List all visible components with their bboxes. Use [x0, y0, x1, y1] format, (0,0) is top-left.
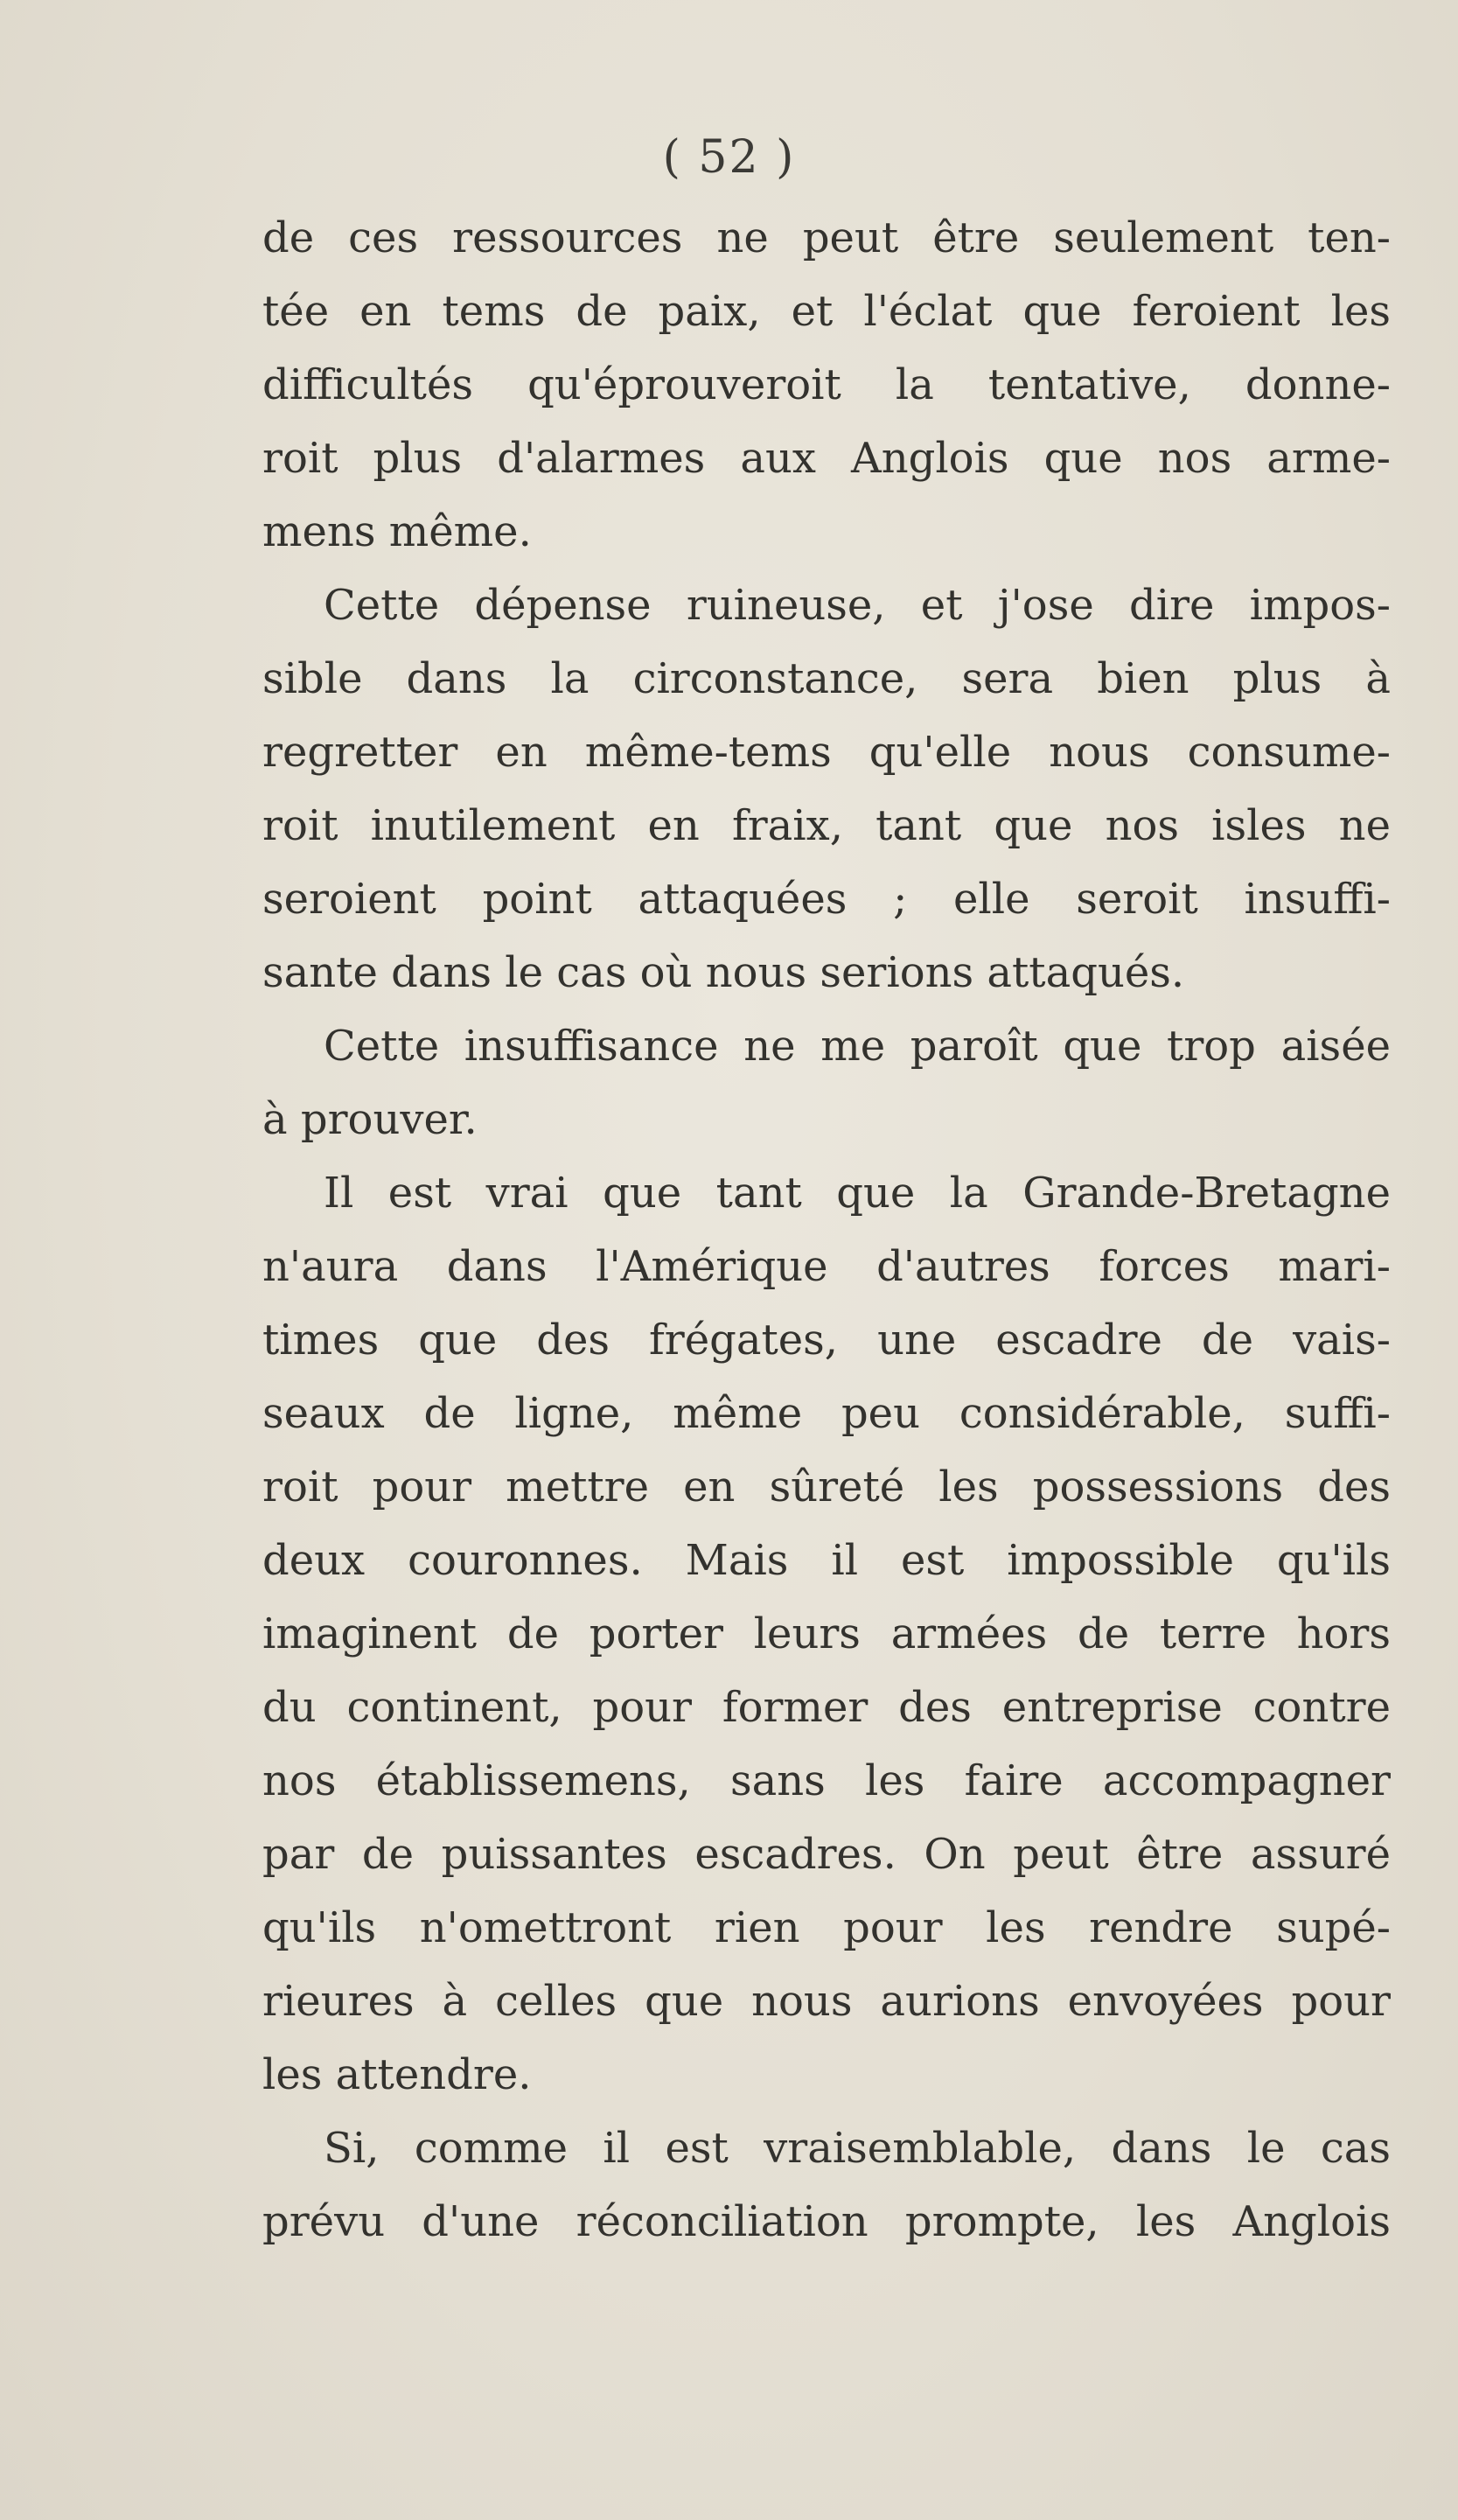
text-line: mens même.: [262, 507, 532, 556]
text-line: times que des frégates, une escadre de vais-: [262, 1316, 1391, 1365]
text-line: sible dans la circonstance, sera bien plus à: [262, 654, 1391, 703]
text-line: roit plus d'alarmes aux Anglois que nos arme-: [262, 434, 1391, 483]
text-line: seroient point attaquées ; elle seroit insuffi-: [262, 875, 1391, 924]
text-line: tée en tems de paix, et l'éclat que feroient les: [262, 287, 1391, 336]
text-line: n'aura dans l'Amérique d'autres forces mari-: [262, 1242, 1391, 1291]
text-line: imaginent de porter leurs armées de terre hors: [262, 1609, 1391, 1658]
text-line: les attendre.: [262, 2050, 532, 2099]
text-line: Il est vrai que tant que la Grande-Bretagne: [324, 1169, 1391, 1218]
text-line: Cette insuffisance ne me paroît que trop aisée: [324, 1022, 1391, 1071]
text-line: nos établissemens, sans les faire accompagner: [262, 1756, 1391, 1805]
text-line: seaux de ligne, même peu considérable, suffi-: [262, 1389, 1391, 1438]
body-text: [262, 201, 1391, 2258]
text-line: roit inutilement en fraix, tant que nos isles ne: [262, 801, 1391, 850]
text-line: Si, comme il est vraisemblable, dans le cas: [324, 2124, 1391, 2173]
text-line: Cette dépense ruineuse, et j'ose dire impos-: [324, 581, 1391, 630]
text-line: à prouver.: [262, 1095, 478, 1144]
text-line: regretter en même-tems qu'elle nous consume-: [262, 728, 1391, 777]
text-line: deux couronnes. Mais il est impossible qu'ils: [262, 1536, 1391, 1585]
text-line: qu'ils n'omettront rien pour les rendre supé-: [262, 1903, 1391, 1952]
text-line: par de puissantes escadres. On peut être assuré: [262, 1830, 1391, 1879]
text-line: de ces ressources ne peut être seulement ten-: [262, 213, 1391, 262]
text-line: sante dans le cas où nous serions attaqués.: [262, 948, 1185, 997]
text-line: roit pour mettre en sûreté les possessions des: [262, 1462, 1391, 1511]
text-line: rieures à celles que nous aurions envoyées pour: [262, 1977, 1391, 2026]
text-line: difficultés qu'éprouveroit la tentative, donne-: [262, 360, 1391, 409]
text-line: prévu d'une réconciliation prompte, les Anglois: [262, 2197, 1391, 2246]
page-number: ( 52 ): [662, 131, 796, 184]
text-line: du continent, pour former des entreprise contre: [262, 1683, 1391, 1732]
